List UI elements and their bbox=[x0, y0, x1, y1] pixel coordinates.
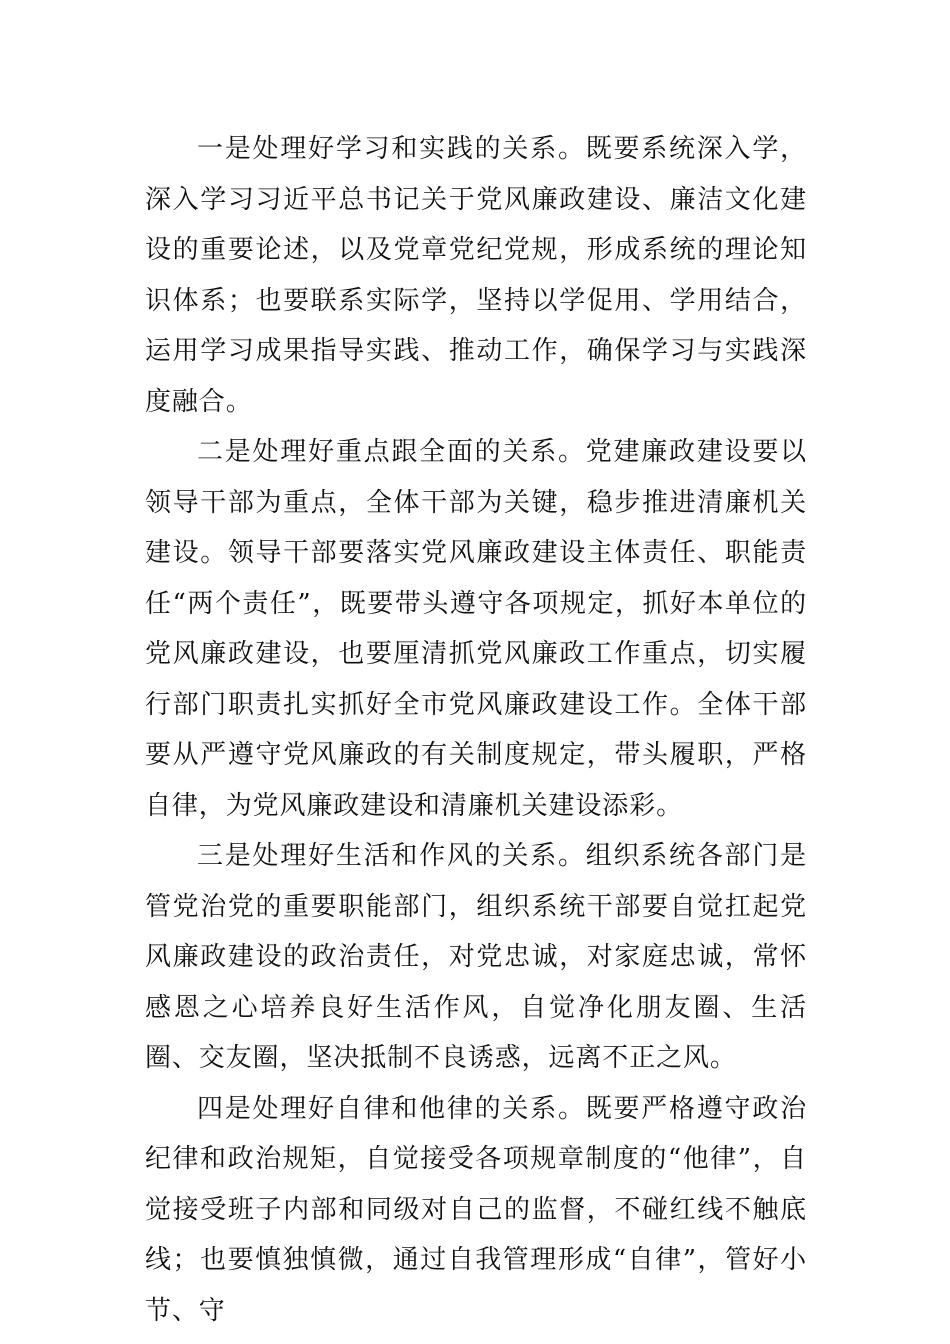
document-body bbox=[145, 124, 807, 1336]
paragraph-life-style: 三是处理好生活和作风的关系。组织系统各部门是管党治党的重要职能部门，组织系统干部要自觉扛起党风廉政建设的政治责任，对党忠诚，对家庭忠诚，常怀感恩之心培养良好生活作风，自觉净化朋友圈、生活圈、交友圈，坚决抵制不良诱惑，远离不正之风。 bbox=[145, 841, 807, 1073]
paragraph-study-practice: 一是处理好学习和实践的关系。既要系统深入学，深入学习习近平总书记关于党风廉政建设、廉洁文化建设的重要论述，以及党章党纪党规，形成系统的理论知识体系；也要联系实际学，坚持以学促用、学用结合，运用学习成果指导实践、推动工作，确保学习与实践深度融合。 bbox=[145, 134, 807, 417]
paragraph-focus-overall: 二是处理好重点跟全面的关系。党建廉政建设要以领导干部为重点，全体干部为关键，稳步推进清廉机关建设。领导干部要落实党风廉政建设主体责任、职能责任“两个责任”，既要带头遵守各项规定，抓好本单位的党风廉政建设，也要厘清抓党风廉政工作重点，切实履行部门职责扎实抓好全市党风廉政建设工作。全体干部要从严遵守党风廉政的有关制度规定，带头履职，严格自律，为党风廉政建设和清廉机关建设添彩。 bbox=[145, 437, 807, 821]
paragraph-self-discipline: 四是处理好自律和他律的关系。既要严格遵守政治纪律和政治规矩，自觉接受各项规章制度的“他律”，自觉接受班子内部和同级对自己的监督，不碰红线不触底线；也要慎独慎微，通过自我管理形成“自律”，管好小节、守 bbox=[145, 1093, 807, 1326]
